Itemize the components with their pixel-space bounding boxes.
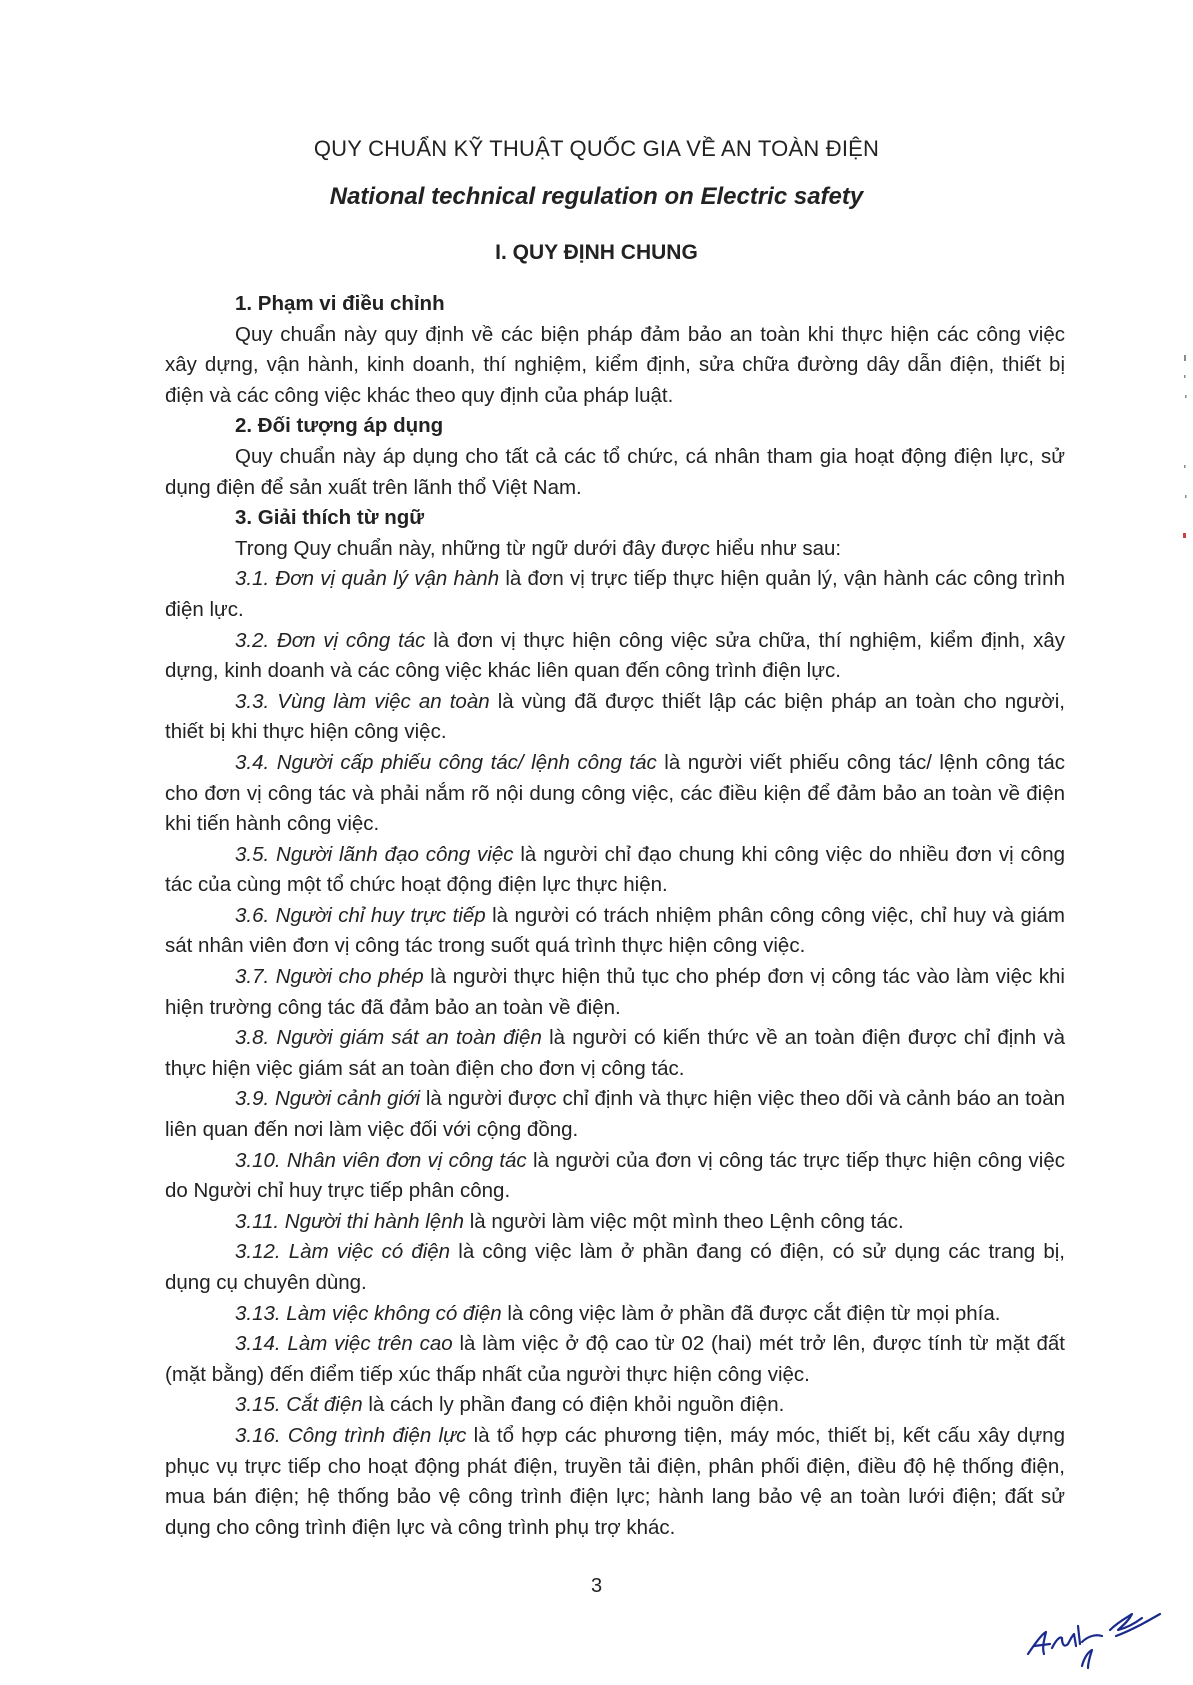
definition-text: là người viết phiếu công tác/ lệnh công tác cho đơn vị công tác và phải nắm rõ nội dung công việc, các điều kiện để đảm bảo an toàn về điện khi tiến hành công việc. — [165, 750, 1065, 836]
definition-term: 3.12. Làm việc có điện — [235, 1240, 451, 1264]
document-body — [165, 289, 1065, 1543]
definition-item — [165, 901, 1065, 962]
definition-term: 3.6. Người chỉ huy trực tiếp — [235, 903, 486, 927]
definition-item — [165, 1237, 1065, 1298]
definition-term: 3.15. Cắt điện — [235, 1393, 363, 1417]
definition-item — [165, 1207, 1065, 1238]
definition-item — [165, 1084, 1065, 1145]
definition-term: 3.16. Công trình điện lực — [235, 1423, 467, 1447]
definition-term: 3.5. Người lãnh đạo công việc — [235, 842, 514, 866]
section-3-heading: 3. Giải thích từ ngữ — [235, 506, 425, 530]
document-title-vn: QUY CHUẨN KỸ THUẬT QUỐC GIA VỀ AN TOÀN ĐIỆN — [313, 136, 880, 161]
margin-scan-marks — [1180, 355, 1190, 585]
definition-item — [165, 1329, 1065, 1390]
definition-item — [165, 840, 1065, 901]
definition-item — [165, 962, 1065, 1023]
definition-term: 3.10. Nhân viên đơn vị công tác — [235, 1148, 527, 1172]
definition-term: 3.13. Làm việc không có điện — [235, 1301, 502, 1325]
definition-item — [165, 626, 1065, 687]
section-2-heading: 2. Đối tượng áp dụng — [235, 414, 444, 438]
definition-item — [165, 1299, 1065, 1330]
definition-text: là tổ hợp các phương tiện, máy móc, thiết bị, kết cấu xây dựng phục vụ trực tiếp cho hoạt động phát điện, truyền tải điện, phân phối điện, điều độ hệ thống điện, mua bán điện; hệ thống bảo vệ công trình điện lực; hành lang bảo vệ an toàn lưới điện; đất sử dụng cho công trình điện lực và công trình phụ trợ khác. — [165, 1423, 1065, 1539]
definition-term: 3.7. Người cho phép — [235, 965, 424, 989]
definition-text: là người làm việc một mình theo Lệnh công tác. — [464, 1209, 904, 1233]
definition-text: là vùng đã được thiết lập các biện pháp an toàn cho người, thiết bị khi thực hiện công việc. — [165, 689, 1065, 744]
definition-term: 3.11. Người thi hành lệnh — [235, 1209, 465, 1233]
definition-text: là người được chỉ định và thực hiện việc theo dõi và cảnh báo an toàn liên quan đến nơi làm việc đối với cộng đồng. — [165, 1087, 1066, 1142]
definition-term: 3.1. Đơn vị quản lý vận hành — [235, 567, 500, 591]
definition-text: là người của đơn vị công tác trực tiếp thực hiện công việc do Người chỉ huy trực tiếp phân công. — [165, 1148, 1065, 1203]
definition-text: là đơn vị thực hiện công việc sửa chữa, thí nghiệm, kiểm định, xây dựng, kinh doanh và các công việc khác liên quan đến công trình điện lực. — [165, 628, 1065, 683]
section-1-heading: 1. Phạm vi điều chỉnh — [235, 292, 445, 315]
definition-item — [165, 1023, 1065, 1084]
definition-text: là người thực hiện thủ tục cho phép đơn vị công tác vào làm việc khi hiện trường công tác đã đảm bảo an toàn về điện. — [165, 965, 1065, 1019]
definition-term: 3.8. Người giám sát an toàn điện — [235, 1026, 542, 1050]
definition-term: 3.14. Làm việc trên cao — [235, 1332, 453, 1356]
definition-item — [165, 564, 1065, 625]
definition-item — [165, 748, 1065, 840]
definition-text: là công việc làm ở phần đang có điện, có sử dụng các trang bị, dụng cụ chuyên dùng. — [165, 1240, 1065, 1294]
definition-item — [165, 1390, 1065, 1421]
definition-text: là người chỉ đạo chung khi công việc do nhiều đơn vị công tác của cùng một tổ chức hoạt động điện lực thực hiện. — [165, 842, 1066, 897]
definition-term: 3.2. Đơn vị công tác — [235, 628, 426, 652]
page-number: 3 — [590, 1575, 603, 1597]
section-2-text: Quy chuẩn này áp dụng cho tất cả các tổ chức, cá nhân tham gia hoạt động điện lực, sử dụng điện để sản xuất trên lãnh thổ Việt Nam. — [165, 444, 1065, 499]
definition-term: 3.4. Người cấp phiếu công tác/ lệnh công tác — [235, 750, 657, 774]
definition-text: là người có trách nhiệm phân công công việc, chỉ huy và giám sát nhân viên đơn vị công tác trong suốt quá trình thực hiện công việc. — [165, 903, 1065, 958]
signature-icon — [1022, 1596, 1172, 1671]
definition-text: là công việc làm ở phần đã được cắt điện từ mọi phía. — [501, 1301, 1001, 1325]
definition-item — [165, 1421, 1065, 1543]
definition-term: 3.3. Vùng làm việc an toàn — [235, 689, 490, 713]
section-3-intro: Trong Quy chuẩn này, những từ ngữ dưới đây được hiểu như sau: — [235, 536, 842, 560]
definition-text: là cách ly phần đang có điện khỏi nguồn điện. — [362, 1393, 785, 1417]
definition-term: 3.9. Người cảnh giới — [235, 1087, 421, 1111]
definition-item — [165, 1146, 1065, 1207]
definition-text: là đơn vị trực tiếp thực hiện quản lý, vận hành các công trình điện lực. — [165, 567, 1065, 621]
definition-text: là làm việc ở độ cao từ 02 (hai) mét trở lên, được tính từ mặt đất (mặt bằng) đến điểm tiếp xúc thấp nhất của người thực hiện công việc. — [165, 1332, 1065, 1386]
chapter-heading: I. QUY ĐỊNH CHUNG — [495, 241, 698, 264]
definition-item — [165, 687, 1065, 748]
document-title-en: National technical regulation on Electric safety — [329, 183, 864, 210]
definition-text: là người có kiến thức về an toàn điện được chỉ định và thực hiện việc giám sát an toàn điện cho đơn vị công tác. — [165, 1026, 1065, 1080]
section-1-text: Quy chuẩn này quy định về các biện pháp đảm bảo an toàn khi thực hiện các công việc xây dựng, vận hành, kinh doanh, thí nghiệm, kiểm định, sửa chữa đường dây dẫn điện, thiết bị điện và các công việc khác theo quy định của pháp luật. — [165, 322, 1065, 407]
